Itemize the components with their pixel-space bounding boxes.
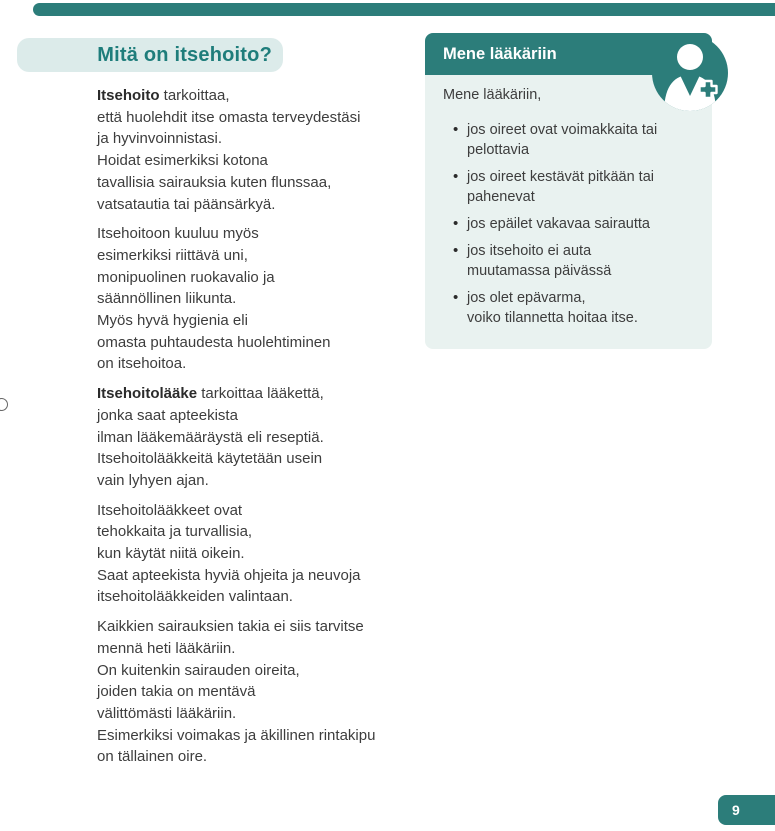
paragraph: Itsehoito tarkoittaa, että huolehdit itse omasta terveydestäsi ja hyvinvoinnistasi. Hoidat esimerkiksi kotona tavallisia sairauksia kuten flunssaa, vatsatautia tai päänsärkyä. xyxy=(97,87,361,213)
paragraph: Itsehoitolääkkeet ovat tehokkaita ja turvallisia, kun käytät niitä oikein. Saat apteekista hyviä ohjeita ja neuvoja itsehoitolääkkeiden valintaan. xyxy=(97,501,361,606)
callout-body xyxy=(425,75,712,349)
paragraph: Itsehoitolääke tarkoittaa lääkettä, jonka saat apteekista ilman lääkemääräystä eli reseptiä. Itsehoitolääkkeitä käytetään usein vain lyhyen ajan. xyxy=(97,385,324,489)
paragraph: Kaikkien sairauksien takia ei siis tarvitse mennä heti lääkäriin. On kuitenkin sairauden oireita, joiden takia on mentävä välittömästi lääkäriin. Esimerkiksi voimakas ja äkillinen rintakipu on tällainen oire. xyxy=(97,618,376,766)
callout-bullet-list xyxy=(443,120,694,328)
article-text xyxy=(97,85,417,776)
page-title-pill xyxy=(17,38,283,72)
callout-box xyxy=(425,33,712,349)
callout-bullet-item: • jos oireet kestävät pitkään tai pahenevat xyxy=(467,167,694,207)
page-title: Mitä on itsehoito? xyxy=(97,43,272,66)
callout-bullet-item: • jos itsehoito ei auta muutamassa päivässä xyxy=(467,241,694,281)
page-number-badge xyxy=(718,795,775,825)
top-decoration-bar xyxy=(33,3,775,16)
callout-intro: Mene lääkäriin, xyxy=(443,87,542,103)
callout-bullet-item: • jos epäilet vakavaa sairautta xyxy=(467,214,694,234)
callout-bullet-item: • jos oireet ovat voimakkaita tai pelottavia xyxy=(467,120,694,160)
callout-title: Mene lääkäriin xyxy=(443,44,557,63)
registration-mark-icon xyxy=(0,398,8,411)
doctor-icon xyxy=(652,35,728,111)
page-number: 9 xyxy=(732,802,740,818)
paragraph: Itsehoitoon kuuluu myös esimerkiksi riittävä uni, monipuolinen ruokavalio ja säännöllinen liikunta. Myös hyvä hygienia eli omasta puhtaudesta huolehtiminen on itsehoitoa. xyxy=(97,225,331,373)
callout-bullet-item: • jos olet epävarma, voiko tilannetta hoitaa itse. xyxy=(467,288,694,328)
